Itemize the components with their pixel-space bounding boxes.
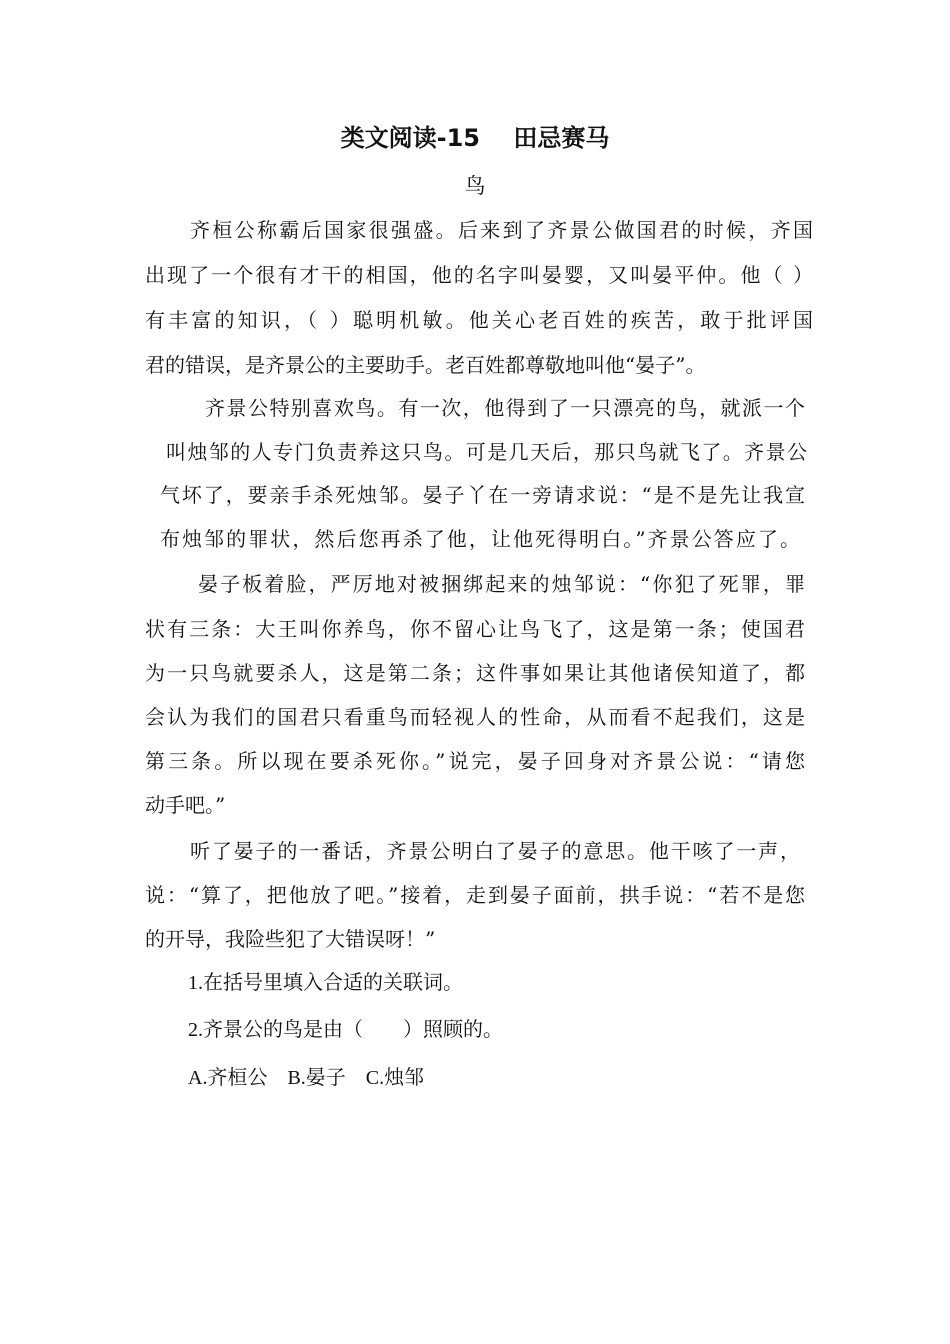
paragraph-3-line-3: 为一只鸟就要杀人，这是第二条；这件事如果让其他诸侯知道了，都 xyxy=(145,661,805,685)
paragraph-3-line-4: 会认为我们的国君只看重鸟而轻视人的性命，从而看不起我们，这是 xyxy=(145,705,805,729)
paragraph-1-line-3: 有丰富的知识，（ ）聪明机敏。他关心老百姓的疾苦，敢于批评国 xyxy=(145,308,813,332)
paragraph-1-line-1: 齐桓公称霸后国家很强盛。后来到了齐景公做国君的时候，齐国 xyxy=(190,218,813,242)
page-title: 类文阅读-15 田忌赛马 xyxy=(340,124,610,152)
paragraph-2-line-3: 气坏了，要亲手杀死烛邹。晏子丫在一旁请求说：“是不是先让我宣 xyxy=(160,483,805,507)
question-2-options: A.齐桓公 B.晏子 C.烛邹 xyxy=(188,1067,425,1089)
paragraph-4-line-2: 说：“算了，把他放了吧。”接着，走到晏子面前，拱手说：“若不是您 xyxy=(145,883,805,907)
paragraph-3-line-5: 第三条。所以现在要杀死你。”说完，晏子回身对齐景公说：“请您 xyxy=(145,749,805,773)
story-title: 鸟 xyxy=(464,174,486,198)
paragraph-4-line-3: 的开导，我险些犯了大错误呀！” xyxy=(145,927,436,951)
paragraph-2-line-2: 叫烛邹的人专门负责养这只鸟。可是几天后，那只鸟就飞了。齐景公 xyxy=(166,440,807,464)
paragraph-4-line-1: 听了晏子的一番话，齐景公明白了晏子的意思。他干咳了一声， xyxy=(190,839,800,863)
paragraph-1-line-2: 出现了一个很有才干的相国，他的名字叫晏婴，又叫晏平仲。他（ ） xyxy=(145,263,813,287)
paragraph-2-line-1: 齐景公特别喜欢鸟。有一次，他得到了一只漂亮的鸟，就派一个 xyxy=(205,396,805,420)
question-1: 1.在括号里填入合适的关联词。 xyxy=(188,972,463,994)
paragraph-3-line-6: 动手吧。” xyxy=(145,793,226,817)
paragraph-3-line-1: 晏子板着脸，严厉地对被捆绑起来的烛邹说：“你犯了死罪，罪 xyxy=(198,572,805,596)
paragraph-1-line-4: 君的错误，是齐景公的主要助手。老百姓都尊敬地叫他“晏子”。 xyxy=(145,353,706,377)
question-2: 2.齐景公的鸟是由（ ）照顾的。 xyxy=(188,1019,503,1041)
paragraph-3-line-2: 状有三条：大王叫你养鸟，你不留心让鸟飞了，这是第一条；使国君 xyxy=(145,617,805,641)
paragraph-2-line-4: 布烛邹的罪状，然后您再杀了他，让他死得明白。”齐景公答应了。 xyxy=(160,527,800,551)
